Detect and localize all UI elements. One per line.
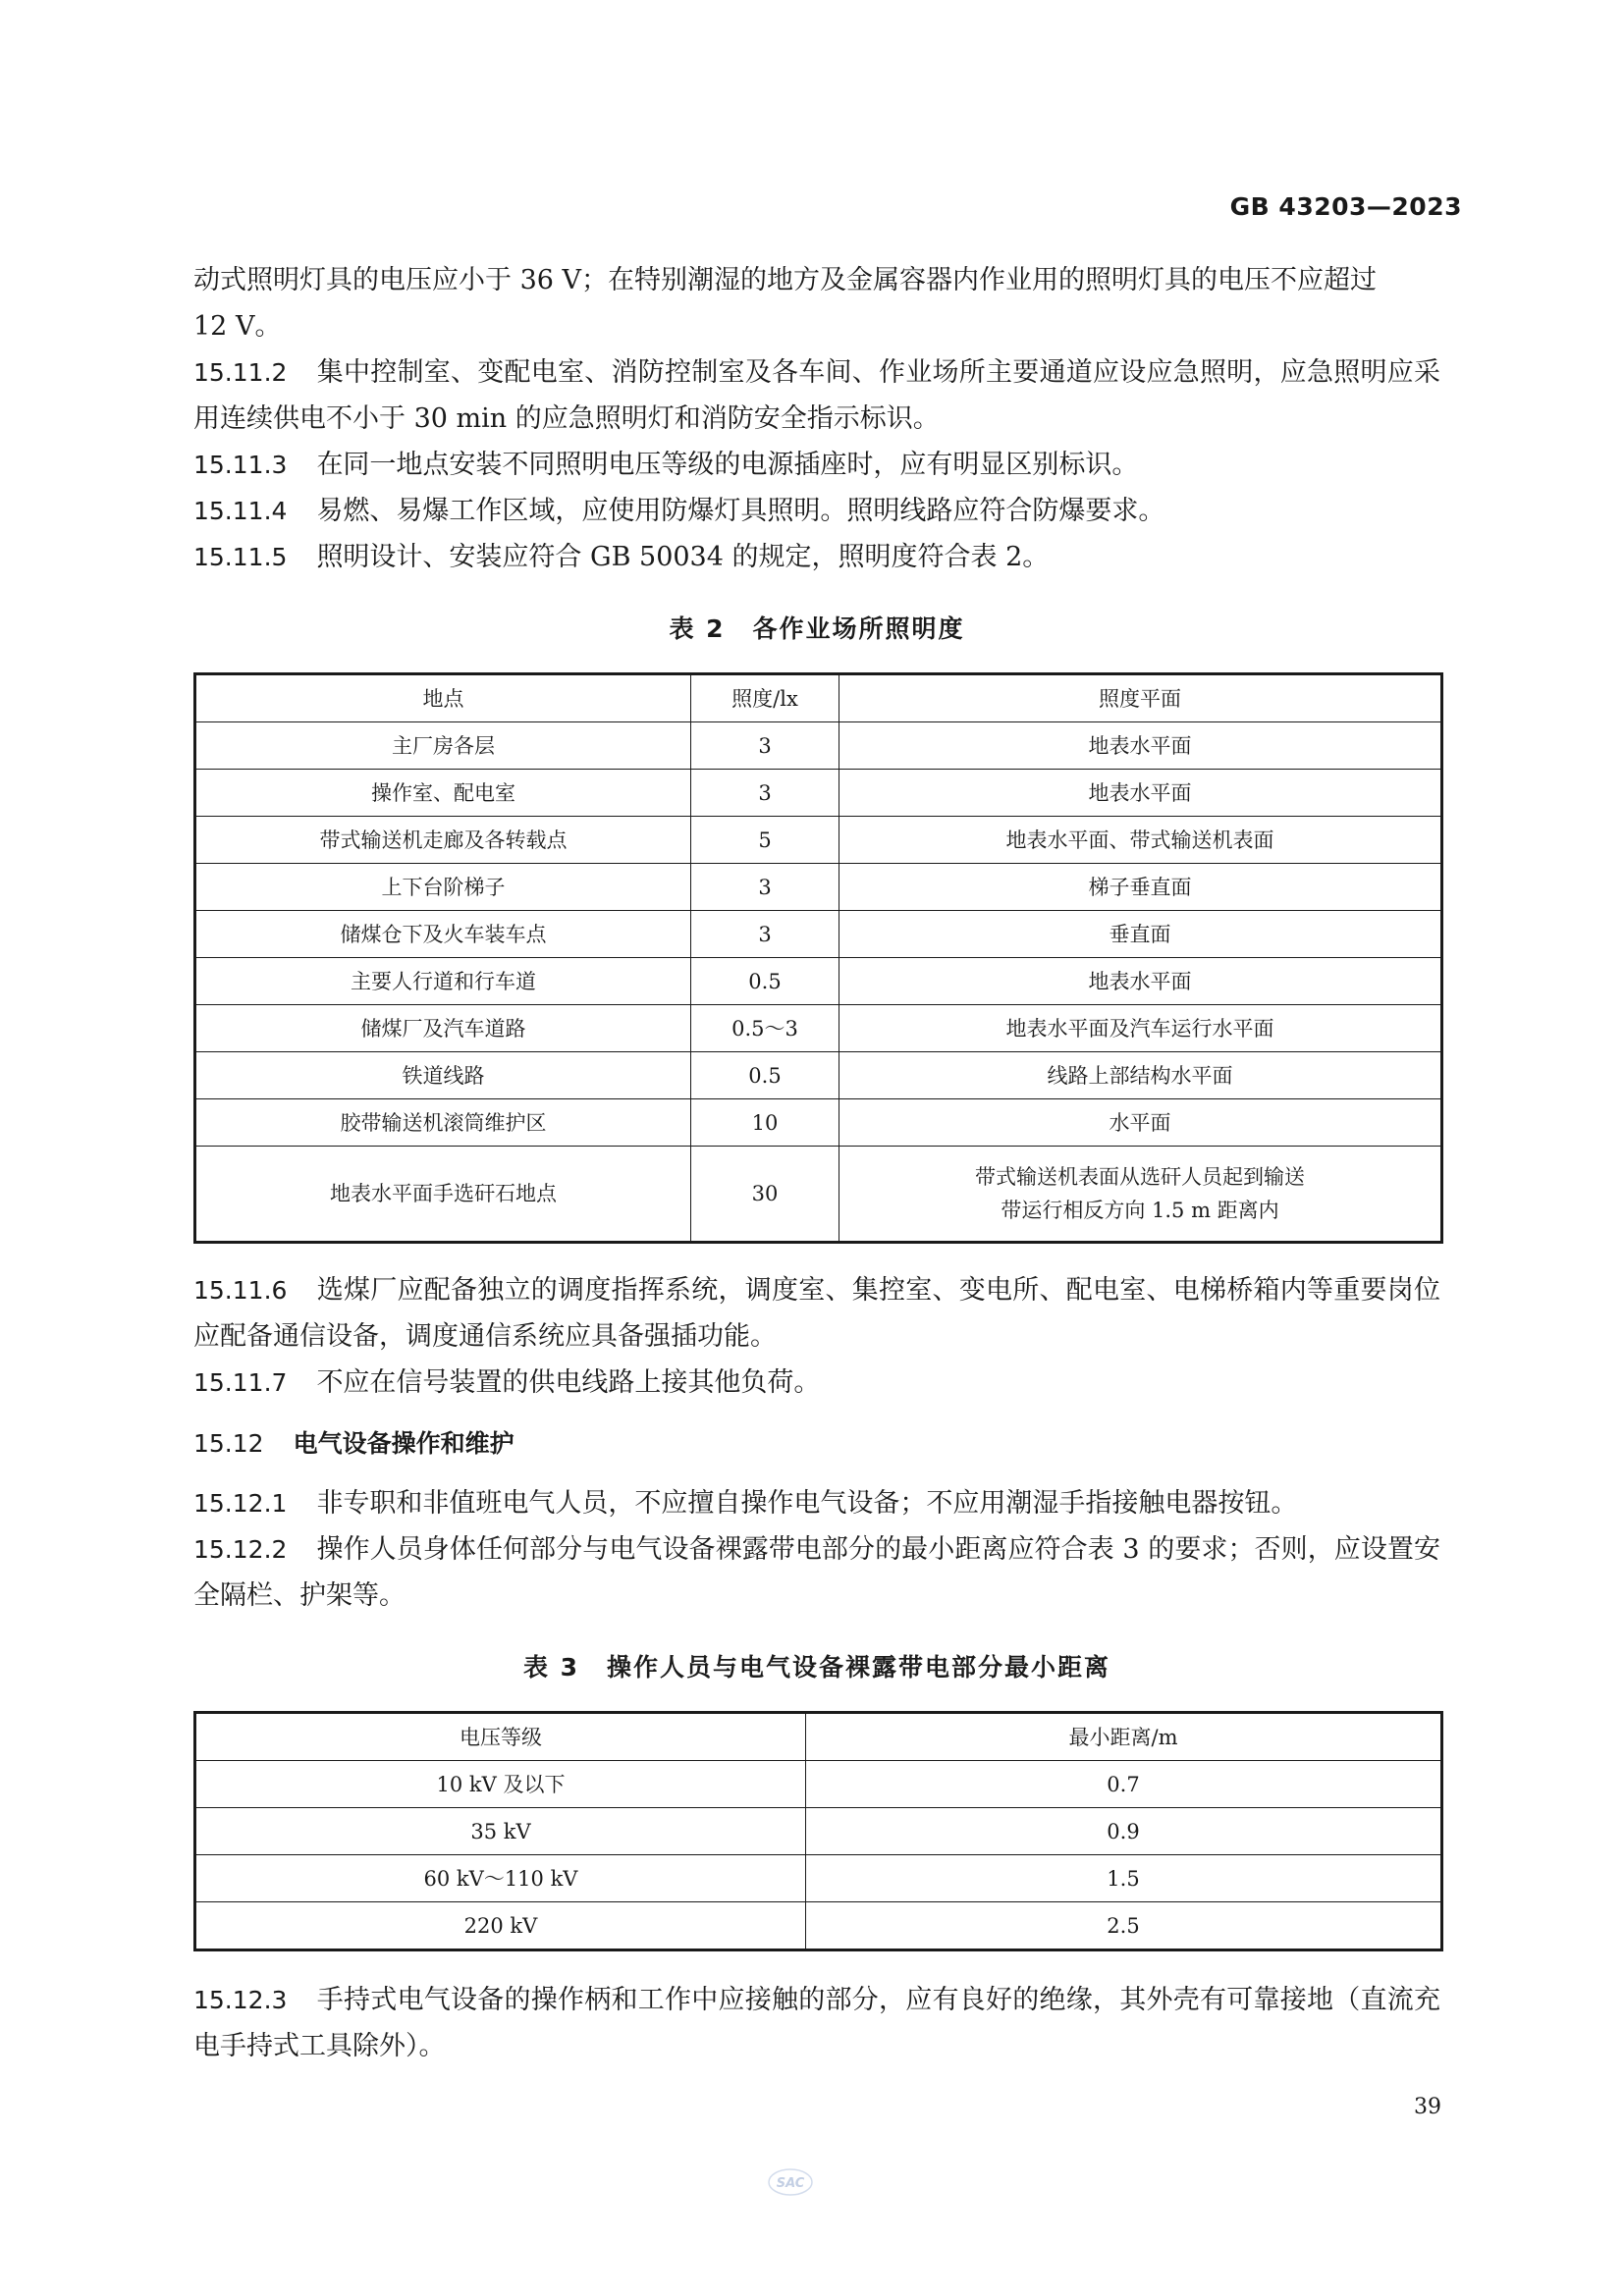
header-cell: 电压等级 — [195, 1713, 806, 1761]
cell-plane: 水平面 — [839, 1099, 1442, 1147]
clause-15-11-3 — [193, 442, 1440, 488]
clause-15-12-2 — [193, 1526, 1440, 1619]
page-content — [193, 257, 1440, 2069]
table-header-row — [195, 1713, 1442, 1761]
cell-distance: 0.9 — [806, 1808, 1442, 1855]
sac-watermark-logo — [768, 2167, 813, 2197]
table-3-min-distance — [193, 1711, 1443, 1951]
cell-plane: 地表水平面 — [839, 770, 1442, 817]
cell-distance: 0.7 — [806, 1761, 1442, 1808]
cell-lux: 3 — [691, 722, 839, 770]
cell-place: 带式输送机走廊及各转载点 — [195, 817, 691, 864]
header-cell: 最小距离/m — [806, 1713, 1442, 1761]
cell-plane — [839, 1147, 1442, 1243]
clause-15-11-2 — [193, 349, 1440, 442]
cell-voltage: 35 kV — [195, 1808, 806, 1855]
table-header-row — [195, 674, 1442, 722]
cell-voltage: 10 kV 及以下 — [195, 1761, 806, 1808]
table-2-caption — [193, 610, 1440, 645]
cell-lux: 3 — [691, 770, 839, 817]
table-row — [195, 1052, 1442, 1099]
clause-number: 15.12.1 — [193, 1489, 288, 1518]
cell-plane: 线路上部结构水平面 — [839, 1052, 1442, 1099]
table-row — [195, 1808, 1442, 1855]
table-row — [195, 911, 1442, 958]
paragraph-line-1: 动式照明灯具的电压应小于 36 V；在特别潮湿的地方及金属容器内作业用的照明灯具的电压不应超过 — [193, 265, 1378, 295]
section-15-12-heading — [193, 1420, 1440, 1467]
sac-logo-text: SAC — [776, 2176, 805, 2191]
clause-text: 易燃、易爆工作区域，应使用防爆灯具照明。照明线路应符合防爆要求。 — [316, 496, 1165, 526]
clause-15-11-4 — [193, 488, 1440, 534]
cell-plane: 地表水平面 — [839, 958, 1442, 1005]
sac-logo-icon — [768, 2167, 813, 2197]
cell-voltage: 220 kV — [195, 1902, 806, 1950]
cell-plane: 地表水平面及汽车运行水平面 — [839, 1005, 1442, 1052]
cell-place: 铁道线路 — [195, 1052, 691, 1099]
clause-15-12-3 — [193, 1977, 1440, 2069]
clause-text: 非专职和非值班电气人员，不应擅自操作电气设备；不应用潮湿手指接触电器按钮。 — [316, 1488, 1298, 1519]
clause-text: 手持式电气设备的操作柄和工作中应接触的部分，应有良好的绝缘，其外壳有可靠接地（直流充电手持式工具除外）。 — [193, 1985, 1440, 2061]
cell-place: 储煤仓下及火车装车点 — [195, 911, 691, 958]
header-cell: 照度/lx — [691, 674, 839, 722]
clause-15-12-1 — [193, 1480, 1440, 1526]
cell-lux: 30 — [691, 1147, 839, 1243]
section-number: 15.12 — [193, 1429, 264, 1458]
table-row — [195, 1855, 1442, 1902]
clause-text: 选煤厂应配备独立的调度指挥系统，调度室、集控室、变电所、配电室、电梯桥箱内等重要岗位应配备通信设备，调度通信系统应具备强插功能。 — [193, 1275, 1440, 1352]
clause-number: 15.11.4 — [193, 497, 288, 525]
table-row — [195, 1099, 1442, 1147]
cell-voltage: 60 kV～110 kV — [195, 1855, 806, 1902]
cell-plane-line-2: 带运行相反方向 1.5 m 距离内 — [1001, 1199, 1279, 1222]
page-number: 39 — [1414, 2095, 1441, 2119]
table-row — [195, 770, 1442, 817]
table-row — [195, 1902, 1442, 1950]
clause-15-11-6 — [193, 1267, 1440, 1360]
clause-number: 15.12.2 — [193, 1535, 288, 1564]
clause-15-11-7 — [193, 1360, 1440, 1406]
cell-place: 操作室、配电室 — [195, 770, 691, 817]
clause-number: 15.11.6 — [193, 1276, 288, 1305]
paragraph-line-2: 12 V。 — [193, 311, 282, 342]
table-3-number: 表 3 — [522, 1653, 580, 1682]
table-row — [195, 722, 1442, 770]
table-row — [195, 1761, 1442, 1808]
clause-text: 在同一地点安装不同照明电压等级的电源插座时，应有明显区别标识。 — [316, 450, 1139, 480]
table-row — [195, 864, 1442, 911]
cell-plane: 地表水平面 — [839, 722, 1442, 770]
clause-number: 15.11.3 — [193, 451, 288, 479]
clause-15-11-5 — [193, 534, 1440, 580]
clause-text: 操作人员身体任何部分与电气设备裸露带电部分的最小距离应符合表 3 的要求；否则，应设置安全隔栏、护架等。 — [193, 1534, 1440, 1611]
table-2-illuminance — [193, 672, 1443, 1244]
clause-text: 不应在信号装置的供电线路上接其他负荷。 — [316, 1367, 821, 1398]
clause-number: 15.11.5 — [193, 543, 288, 571]
clause-number: 15.12.3 — [193, 1986, 288, 2014]
table-3-title: 操作人员与电气设备裸露带电部分最小距离 — [607, 1653, 1111, 1682]
cell-place: 主要人行道和行车道 — [195, 958, 691, 1005]
cell-place: 上下台阶梯子 — [195, 864, 691, 911]
cell-lux: 3 — [691, 864, 839, 911]
header-cell: 照度平面 — [839, 674, 1442, 722]
cell-plane: 地表水平面、带式输送机表面 — [839, 817, 1442, 864]
cell-lux: 0.5～3 — [691, 1005, 839, 1052]
cell-place: 胶带输送机滚筒维护区 — [195, 1099, 691, 1147]
table-2-number: 表 2 — [669, 614, 726, 643]
cell-place: 主厂房各层 — [195, 722, 691, 770]
header-cell: 地点 — [195, 674, 691, 722]
standard-code: GB 43203—2023 — [1229, 192, 1462, 221]
table-row — [195, 817, 1442, 864]
cell-distance: 1.5 — [806, 1855, 1442, 1902]
section-title: 电气设备操作和维护 — [293, 1429, 514, 1458]
clause-text: 照明设计、安装应符合 GB 50034 的规定，照明度符合表 2。 — [316, 542, 1050, 572]
clause-number: 15.11.7 — [193, 1368, 288, 1397]
table-row — [195, 958, 1442, 1005]
clause-text: 集中控制室、变配电室、消防控制室及各车间、作业场所主要通道应设应急照明，应急照明应采用连续供电不小于 30 min 的应急照明灯和消防安全指示标识。 — [193, 357, 1440, 434]
cell-lux: 0.5 — [691, 1052, 839, 1099]
cell-plane: 梯子垂直面 — [839, 864, 1442, 911]
cell-place: 地表水平面手选矸石地点 — [195, 1147, 691, 1243]
cell-distance: 2.5 — [806, 1902, 1442, 1950]
cell-lux: 5 — [691, 817, 839, 864]
cell-lux: 3 — [691, 911, 839, 958]
cell-lux: 0.5 — [691, 958, 839, 1005]
table-row — [195, 1005, 1442, 1052]
table-3-caption — [193, 1648, 1440, 1683]
cell-place: 储煤厂及汽车道路 — [195, 1005, 691, 1052]
cell-lux: 10 — [691, 1099, 839, 1147]
continued-paragraph — [193, 257, 1440, 349]
table-row — [195, 1147, 1442, 1243]
cell-plane-line-1: 带式输送机表面从选矸人员起到输送 — [975, 1165, 1305, 1189]
cell-plane: 垂直面 — [839, 911, 1442, 958]
table-2-title: 各作业场所照明度 — [752, 614, 965, 643]
clause-number: 15.11.2 — [193, 358, 288, 387]
